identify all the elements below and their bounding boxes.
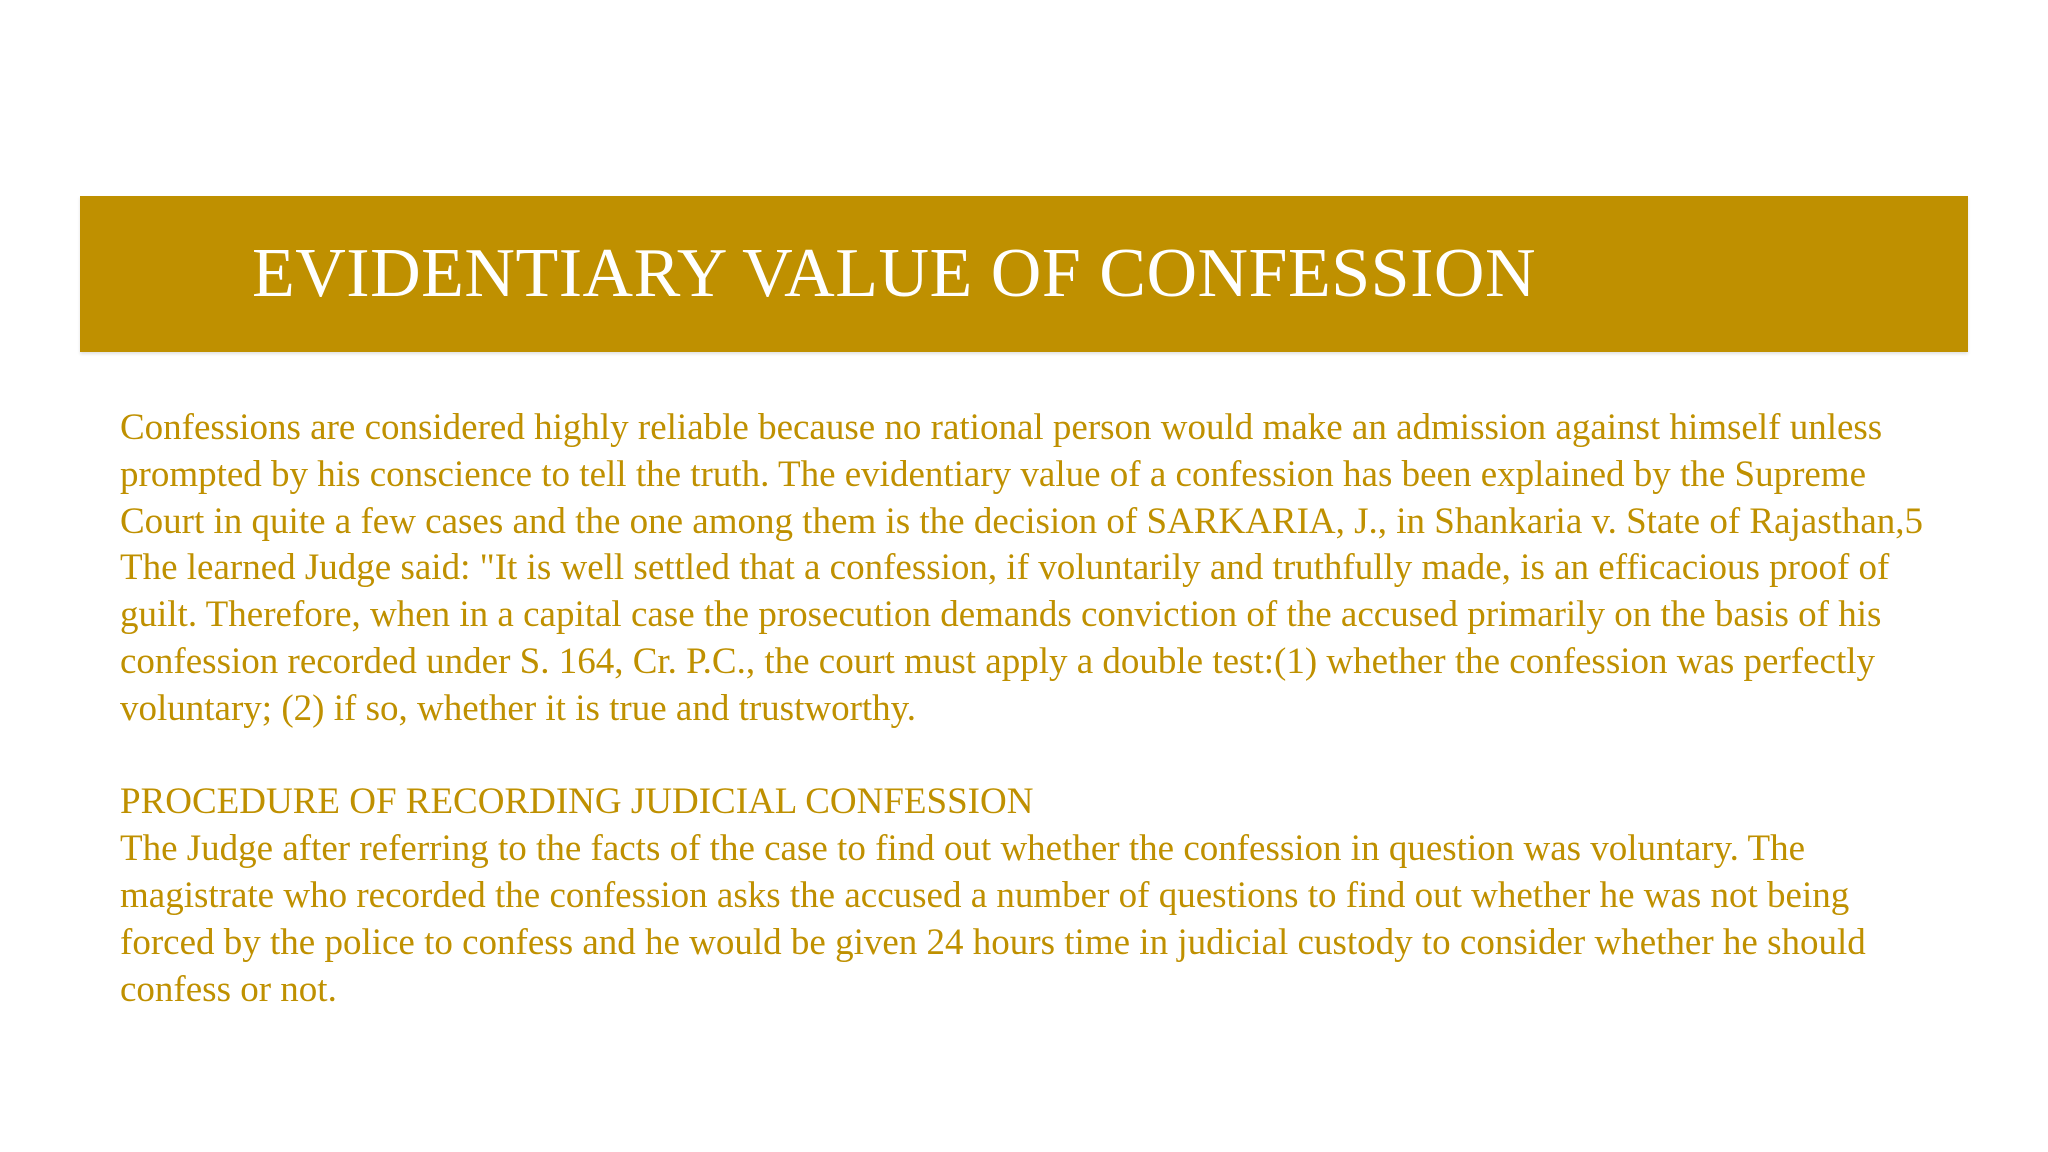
paragraph-procedure: The Judge after referring to the facts of the case to find out whether the confession in question was voluntary. The magistrate who recorded the confession asks the accused a number of questions to find out whether he was not being forced by the police to confess and he would be given 24 hours time in judicial custody to consider whether he should confess or not. [120,828,1866,1010]
slide-title: EVIDENTIARY VALUE OF CONFESSION [252,235,1537,312]
paragraph-evidentiary-value: Confessions are considered highly reliable because no rational person would make an admission against himself unless prompted by his conscience to tell the truth. The evidentiary value of a confession has been explained by the Supreme Court in quite a few cases and the one among them is the decision of SARKARIA, J., in Shankaria v. State of Rajasthan,5 The learned Judge said: "It is well settled that a confession, if voluntarily and truthfully made, is an efficacious proof of guilt. Therefore, when in a capital case the prosecution demands conviction of the accused primarily on the basis of his confession recorded under S. 164, Cr. P.C., the court must apply a double test:(1) whether the confession was perfectly voluntary; (2) if so, whether it is true and trustworthy. [120,407,1924,729]
procedure-subheading: PROCEDURE OF RECORDING JUDICIAL CONFESSION [120,781,1034,823]
paragraph-spacer [120,733,1950,780]
title-banner [80,196,1968,352]
body-text-box [120,405,1950,1013]
